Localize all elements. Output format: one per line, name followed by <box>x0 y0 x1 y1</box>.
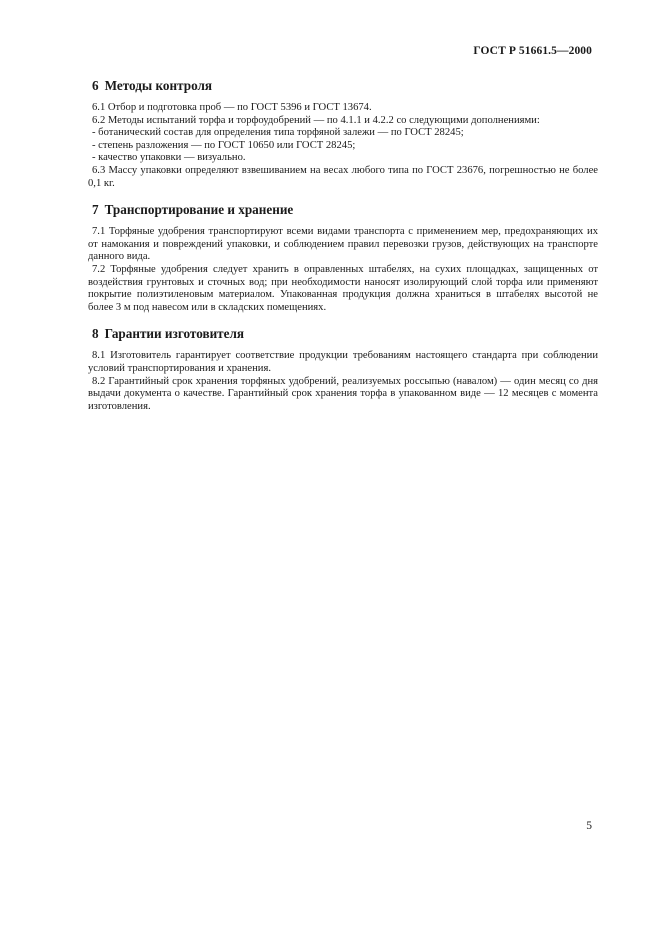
document-body <box>88 78 598 425</box>
section-title: Транспортирование и хранение <box>104 202 294 218</box>
paragraph-6-1: 6.1 Отбор и подготовка проб — по ГОСТ 5396 и ГОСТ 13674. <box>92 102 372 113</box>
section-number: 8 <box>92 326 99 342</box>
list-item: - ботанический состав для определения типа торфяной залежи — по ГОСТ 28245; <box>92 127 464 139</box>
list-item: - степень разложения — по ГОСТ 10650 или ГОСТ 28245; <box>92 139 356 151</box>
paragraph-6-3: 6.3 Массу упаковки определяют взвешиванием на весах любого типа по ГОСТ 23676, погрешностью не более 0,1 кг. <box>88 164 598 189</box>
section-7 <box>88 202 598 314</box>
section-heading <box>88 202 598 218</box>
section-number: 6 <box>92 78 99 93</box>
paragraph-7-2: 7.2 Торфяные удобрения следует хранить в оправленных штабелях, на сухих площадках, защищенных от воздействия грунтовых и сточных вод; при необходимости наносят изолирующий слой торфа или применяют покрытие полиэтиленовым материалом. Упакованная продукция должна храниться в штабелях высотой не более 3 м под навесом или в складских помещениях. <box>88 263 598 313</box>
section-6 <box>88 78 598 190</box>
paragraph-8-1: 8.1 Изготовитель гарантирует соответствие продукции требованиям настоящего стандарта при соблюдении условий транспортирования и хранения. <box>88 350 598 374</box>
section-8 <box>88 326 598 413</box>
page-number: 5 <box>586 820 592 832</box>
list-item: - качество упаковки — визуально. <box>92 152 246 164</box>
paragraph-8-2: 8.2 Гарантийный срок хранения торфяных удобрений, реализуемых россыпью (навалом) — один месяц со дня выдачи документа о качестве. Гарантийный срок хранения торфа в упакованном виде — 12 месяцев с момента изготовления. <box>88 375 598 412</box>
section-title: Гарантии изготовителя <box>104 326 245 342</box>
document-header: ГОСТ Р 51661.5—2000 <box>473 45 592 57</box>
section-heading <box>88 78 598 94</box>
section-title: Методы контроля <box>104 78 213 93</box>
section-number: 7 <box>92 202 99 218</box>
paragraph-6-2: 6.2 Методы испытаний торфа и торфоудобрений — по 4.1.1 и 4.2.2 со следующими дополнениями: <box>92 114 540 126</box>
section-heading <box>88 326 598 342</box>
paragraph-7-1: 7.1 Торфяные удобрения транспортируют всеми видами транспорта с применением мер, предохраняющих их от намокания и повреждений упаковки, и соблюдением правил перевозки грузов, действующих на транспорте данного вида. <box>88 226 598 263</box>
